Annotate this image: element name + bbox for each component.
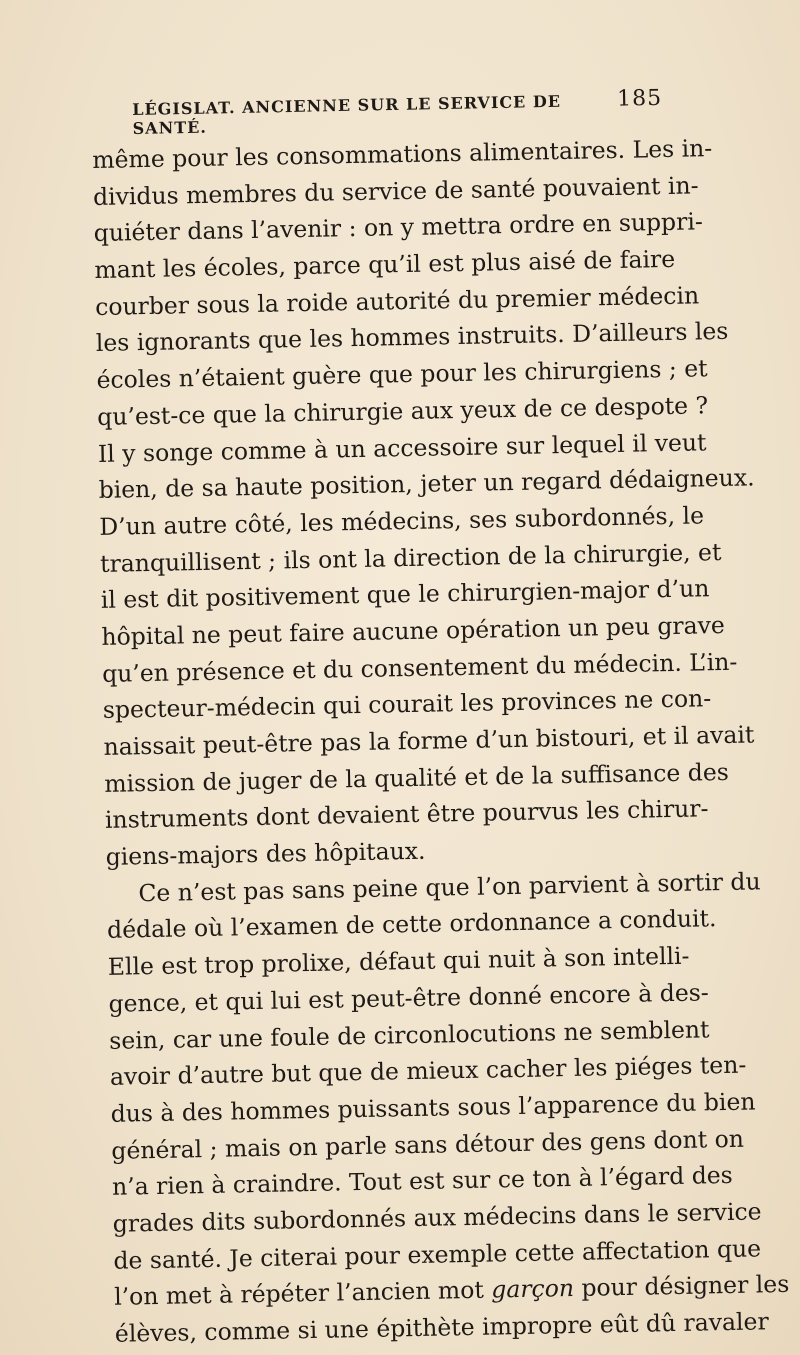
text-line: quiéter dans l’avenir : on y mettra ordre en suppri-	[93, 207, 704, 248]
running-title: LÉGISLAT. ANCIENNE SUR LE SERVICE DE SANTÉ.	[132, 91, 562, 138]
text-line: mant les écoles, parce qu’il est plus aisé de faire	[94, 244, 676, 285]
text-line: mission de juger de la qualité et de la suffisance des	[104, 757, 730, 798]
text-segment: pour désigner les	[573, 1270, 790, 1303]
text-line: n’a rien à craindre. Tout est sur ce ton à l’égard des	[111, 1161, 733, 1202]
text-line: gence, et qui lui est peut-être donné encore à des-	[108, 978, 709, 1018]
text-line: specteur-médecin qui courait les provinces ne con-	[102, 684, 712, 725]
text-line: qu’en présence et du consentement du médecin. L’in-	[101, 647, 738, 688]
text-line: écoles n’étaient guère que pour les chirurgiens ; et	[96, 354, 708, 395]
text-line: de santé. Je citerai pour exemple cette affectation que	[113, 1233, 762, 1275]
text-line: hôpital ne peut faire aucune opération un peu grave	[101, 610, 726, 651]
italic-word: garçon	[490, 1274, 575, 1304]
page-number: 185	[616, 85, 663, 112]
text-line: naissait peut-être pas la forme d’un bistouri, et il avait	[103, 720, 755, 761]
text-line: Il y songe comme à un accessoire sur lequel il veut	[97, 427, 707, 468]
text-segment: l’on met à répéter l’ancien mot	[113, 1275, 492, 1312]
text-line: général ; mais on parle sans détour des gens dont on	[111, 1124, 745, 1165]
text-line: élèves, comme si une épithète impropre eût dû ravaler	[114, 1307, 769, 1348]
text-line: courber sous la roide autorité du premier médecin	[94, 281, 700, 321]
text-line: même pour les consommations alimentaires. Les in-	[92, 134, 713, 174]
text-line: dus à des hommes puissants sous l’apparence du bien	[110, 1087, 756, 1128]
text-line: dédale où l’examen de cette ordonnance a conduit.	[106, 904, 717, 945]
text-line: grades dits subordonnés aux médecins dans le service	[112, 1197, 762, 1238]
text-line: D’un autre côté, les médecins, ses subordonnés, le	[99, 501, 705, 541]
text-line: dividus membres du service de santé pouvaient in-	[92, 171, 699, 211]
text-line: instruments dont devaient être pourvus les chirur-	[104, 794, 709, 835]
body-text	[92, 131, 790, 1353]
text-line: qu’est-ce que la chirurgie aux yeux de ce despote ?	[97, 391, 709, 431]
paragraph-start-line: Ce n’est pas sans peine que l’on parvient à sortir du	[138, 867, 761, 907]
text-line: tranquillisent ; ils ont la direction de la chirurgie, et	[99, 537, 722, 578]
text-line: il est dit positivement que le chirurgien-major d’un	[100, 574, 710, 615]
paragraph-end-line: giens-majors des hôpitaux.	[105, 836, 426, 871]
text-line: sein, car une foule de circonlocutions ne semblent	[108, 1014, 710, 1055]
text-line: Elle est trop prolixe, défaut qui nuit à son intelli-	[107, 941, 690, 981]
text-line: les ignorants que les hommes instruits. D’ailleurs les	[95, 317, 729, 358]
text-line: avoir d’autre but que de mieux cacher les piéges ten-	[109, 1050, 747, 1092]
text-line: bien, de sa haute position, jeter un regard dédaigneux.	[98, 463, 755, 505]
running-head	[132, 85, 663, 138]
